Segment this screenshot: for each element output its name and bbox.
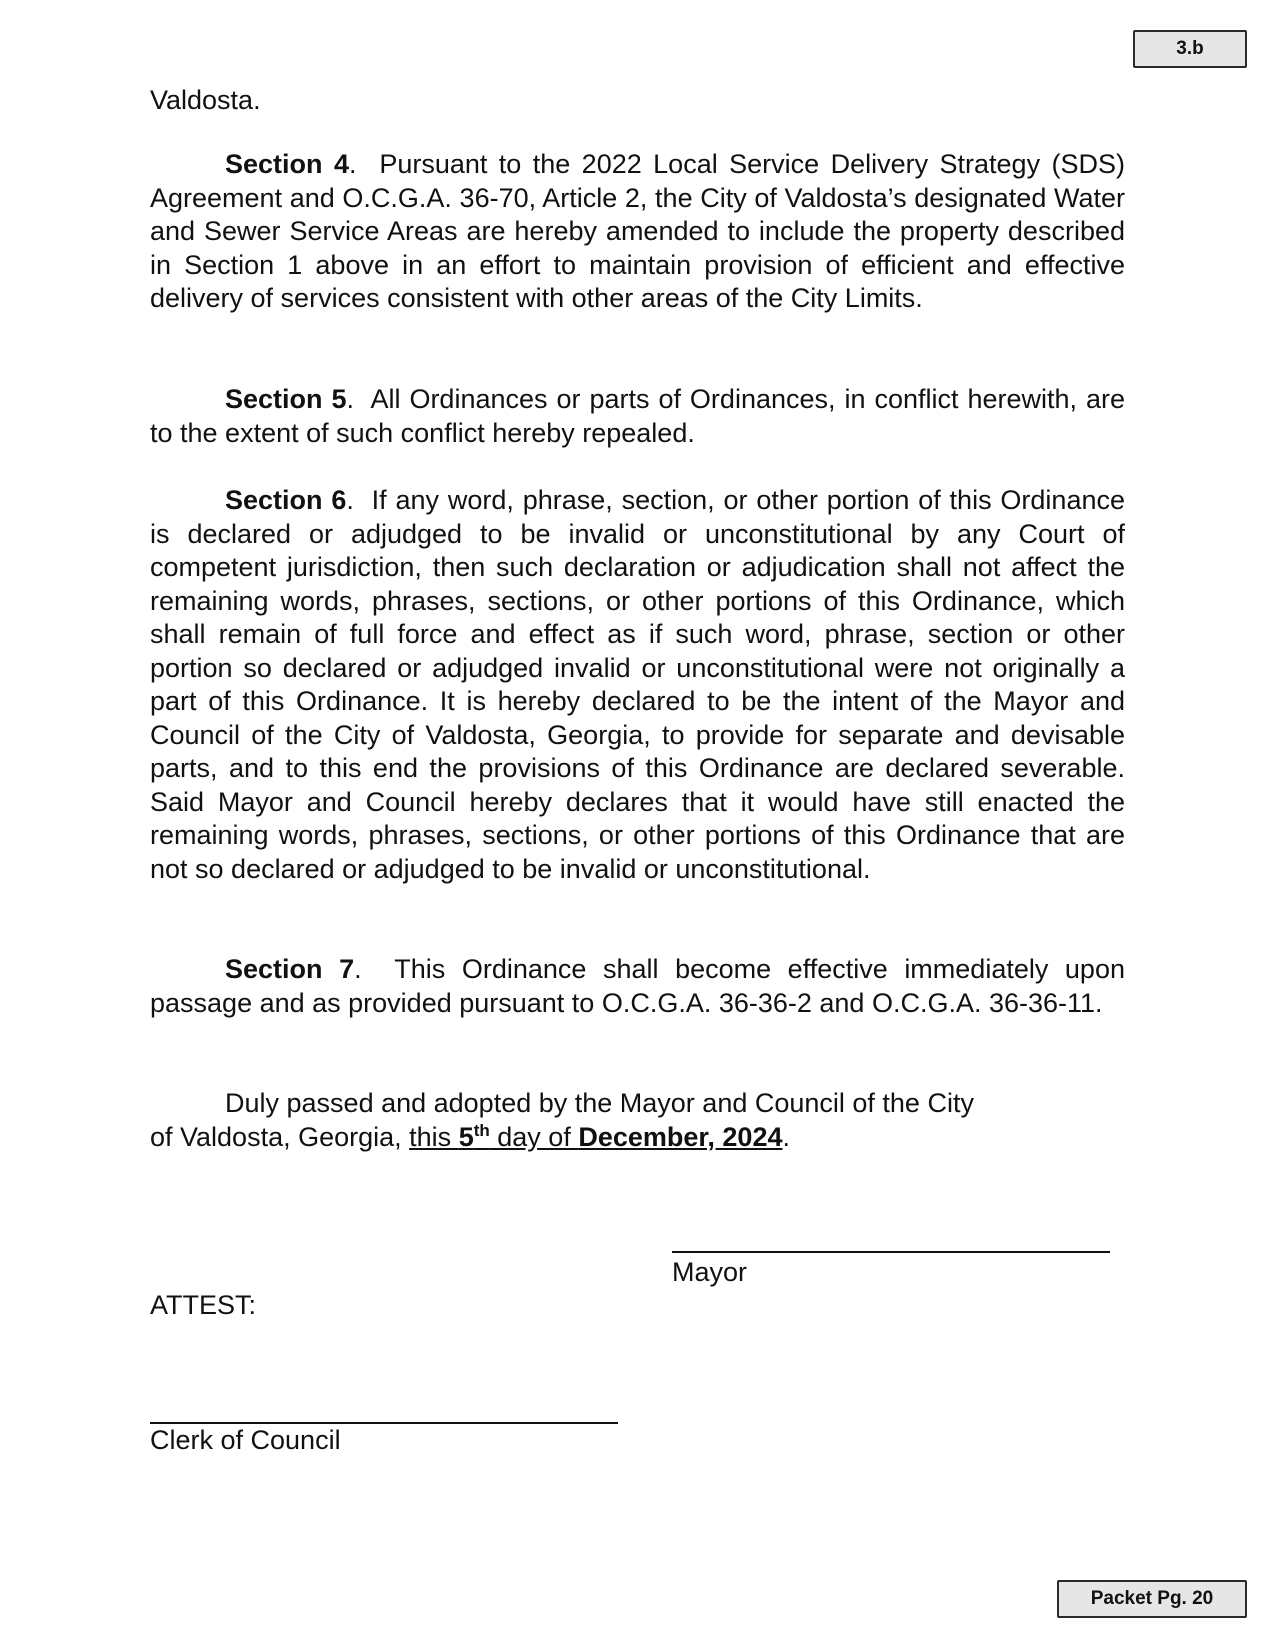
section-7-label: Section 7 (225, 954, 355, 984)
mayor-signature-line (672, 1251, 1110, 1253)
section-6: Section 6. If any word, phrase, section, or other portion of this Ordinance is declared or adjudged to be invalid or unconstitutional by any Court of competent jurisdiction, then such declaration or adjudication shall not affect the remaining words, phrases, sections, or other portions of this Ordinance, which shall remain of full force and effect as if such word, phrase, section or other portion so declared or adjudged invalid or unconstitutional were not originally a part of this Ordinance. It is hereby declared to be the intent of the Mayor and Council of the City of Valdosta, Georgia, to provide for separate and devisable parts, and to this end the provisions of this Ordinance are declared severable. Said Mayor and Council hereby declares that it would have still enacted the remaining words, phrases, sections, or other portions of this Ordinance that are not so declared or adjudged to be invalid or unconstitutional. (150, 485, 1125, 884)
packet-page-badge: Packet Pg. 20 (1057, 1580, 1247, 1618)
adoption-line-1: Duly passed and adopted by the Mayor and Council of the City (225, 1088, 974, 1118)
adoption-clause (150, 1087, 1125, 1154)
section-6-label: Section 6 (225, 485, 347, 515)
section-4-label: Section 4 (225, 149, 349, 179)
adoption-date: this 5th day of December, 2024 (409, 1120, 783, 1152)
continuation-text: Valdosta. (150, 85, 261, 115)
section-7: Section 7. This Ordinance shall become effective immediately upon passage and as provided pursuant to O.C.G.A. 36-36-2 and O.C.G.A. 36-36-11. (150, 954, 1125, 1018)
section-5-label: Section 5 (225, 384, 347, 414)
attest-label: ATTEST: (150, 1290, 257, 1320)
section-4-text: Pursuant to the 2022 Local Service Delivery Strategy (SDS) Agreement and O.C.G.A. 36-70, Article 2, the City of Valdosta’s designated Water and Sewer Service Areas are hereby amended to include the property described in Section 1 above in an effort to maintain provision of efficient and effective delivery of services consistent with other areas of the City Limits. (150, 149, 1125, 313)
section-6-text: If any word, phrase, section, or other portion of this Ordinance is declared or adjudged to be invalid or unconstitutional by any Court of competent jurisdiction, then such declaration or adjudication shall not affect the remaining words, phrases, sections, or other portions of this Ordinance, which shall remain of full force and effect as if such word, phrase, section or other portion so declared or adjudged invalid or unconstitutional were not originally a part of this Ordinance. It is hereby declared to be the intent of the Mayor and Council of the City of Valdosta, Georgia, to provide for separate and devisable parts, and to this end the provisions of this Ordinance are declared severable. Said Mayor and Council hereby declares that it would have still enacted the remaining words, phrases, sections, or other portions of this Ordinance that are not so declared or adjudged to be invalid or unconstitutional. (150, 485, 1125, 884)
section-5: Section 5. All Ordinances or parts of Ordinances, in conflict herewith, are to the extent of such conflict hereby repealed. (150, 384, 1126, 448)
section-4: Section 4. Pursuant to the 2022 Local Service Delivery Strategy (SDS) Agreement and O.C.G.A. 36-70, Article 2, the City of Valdosta’s designated Water and Sewer Service Areas are hereby amended to include the property described in Section 1 above in an effort to maintain provision of efficient and effective delivery of services consistent with other areas of the City Limits. (150, 149, 1125, 313)
document-body (150, 84, 1125, 118)
attachment-badge: 3.b (1133, 30, 1247, 68)
section-7-text: This Ordinance shall become effective immediately upon passage and as provided pursuant to O.C.G.A. 36-36-2 and O.C.G.A. 36-36-11. (150, 954, 1125, 1018)
adoption-line-2: of Valdosta, Georgia, this 5th day of December, 2024. (150, 1120, 790, 1152)
mayor-label: Mayor (672, 1257, 748, 1287)
clerk-label: Clerk of Council (150, 1425, 341, 1455)
section-5-text: All Ordinances or parts of Ordinances, in conflict herewith, are to the extent of such conflict hereby repealed. (150, 384, 1126, 448)
